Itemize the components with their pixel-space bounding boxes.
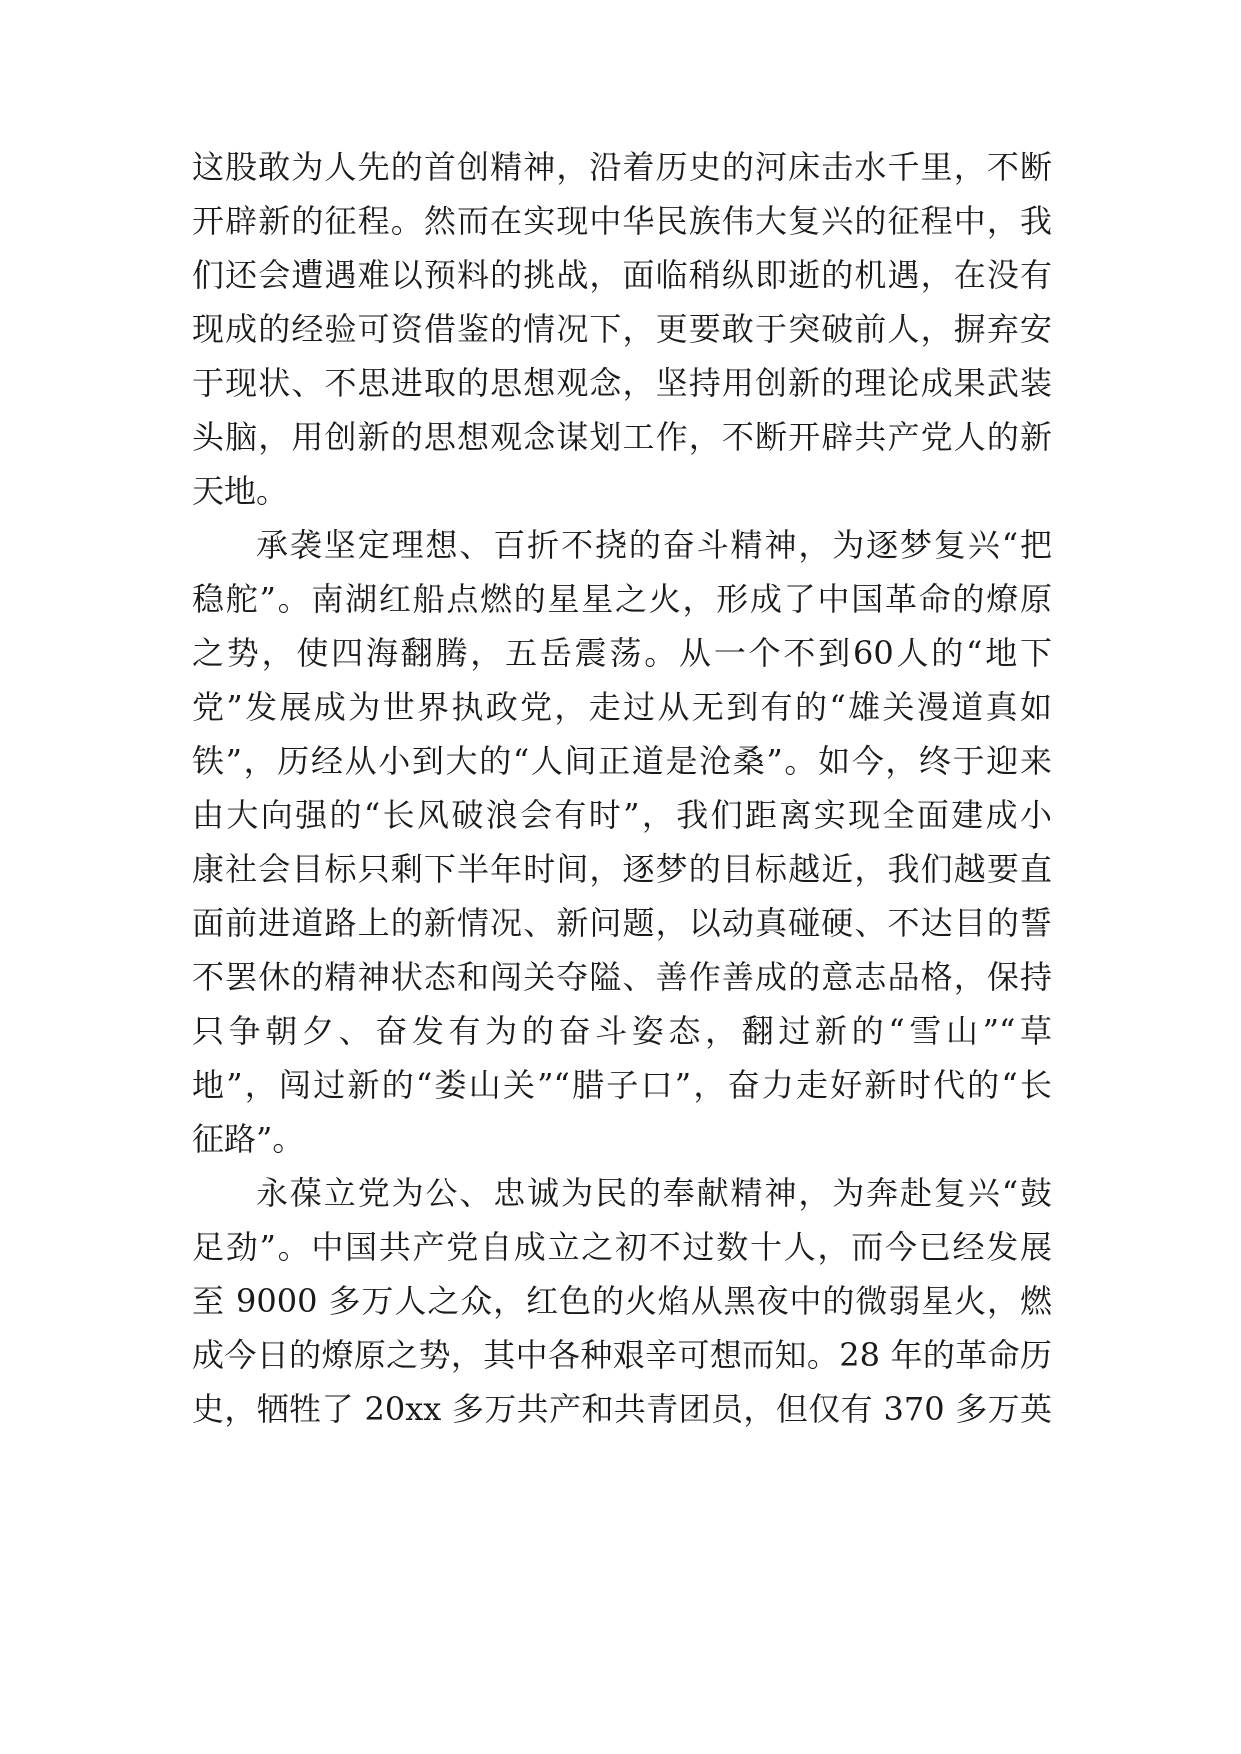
text-line: 征路”。	[192, 1120, 305, 1158]
text-line: 天地。	[192, 472, 289, 510]
text-line: 稳舵”。南湖红船点燃的星星之火，形成了中国革命的燎原	[192, 580, 1052, 618]
text-line: 面前进道路上的新情况、新问题，以动真碰硬、不达目的誓	[192, 904, 1052, 942]
text-line: 承袭坚定理想、百折不挠的奋斗精神，为逐梦复兴“把	[256, 526, 1052, 564]
text-line: 现成的经验可资借鉴的情况下，更要敢于突破前人，摒弃安	[192, 310, 1052, 348]
paragraph	[192, 140, 1052, 518]
text-line: 史，牺牲了 20xx 多万共产和共青团员，但仅有 370 多万英	[192, 1390, 1052, 1428]
text-line: 地”，闯过新的“娄山关”“腊子口”，奋力走好新时代的“长	[192, 1066, 1052, 1104]
text-line: 足劲”。中国共产党自成立之初不过数十人，而今已经发展	[192, 1228, 1052, 1266]
text-line: 康社会目标只剩下半年时间，逐梦的目标越近，我们越要直	[192, 850, 1052, 888]
paragraph	[192, 1166, 1052, 1436]
text-line: 不罢休的精神状态和闯关夺隘、善作善成的意志品格，保持	[192, 958, 1052, 996]
text-line: 于现状、不思进取的思想观念，坚持用创新的理论成果武装	[192, 364, 1052, 402]
text-line: 由大向强的“长风破浪会有时”，我们距离实现全面建成小	[192, 796, 1052, 834]
text-line: 这股敢为人先的首创精神，沿着历史的河床击水千里，不断	[192, 148, 1052, 186]
text-line: 永葆立党为公、忠诚为民的奉献精神，为奔赴复兴“鼓	[256, 1174, 1052, 1212]
text-line: 至 9000 多万人之众，红色的火焰从黑夜中的微弱星火，燃	[192, 1282, 1052, 1320]
text-line: 只争朝夕、奋发有为的奋斗姿态，翻过新的“雪山”“草	[192, 1012, 1052, 1050]
text-line: 成今日的燎原之势，其中各种艰辛可想而知。28 年的革命历	[192, 1336, 1052, 1374]
text-line: 党”发展成为世界执政党，走过从无到有的“雄关漫道真如	[192, 688, 1052, 726]
paragraph	[192, 518, 1052, 1166]
text-line: 铁”，历经从小到大的“人间正道是沧桑”。如今，终于迎来	[192, 742, 1052, 780]
text-line: 头脑，用创新的思想观念谋划工作，不断开辟共产党人的新	[192, 418, 1052, 456]
text-line: 开辟新的征程。然而在实现中华民族伟大复兴的征程中，我	[192, 202, 1052, 240]
body-text	[192, 140, 1052, 1436]
text-line: 们还会遭遇难以预料的挑战，面临稍纵即逝的机遇，在没有	[192, 256, 1052, 294]
text-line: 之势，使四海翻腾，五岳震荡。从一个不到60人的“地下	[192, 634, 1052, 672]
